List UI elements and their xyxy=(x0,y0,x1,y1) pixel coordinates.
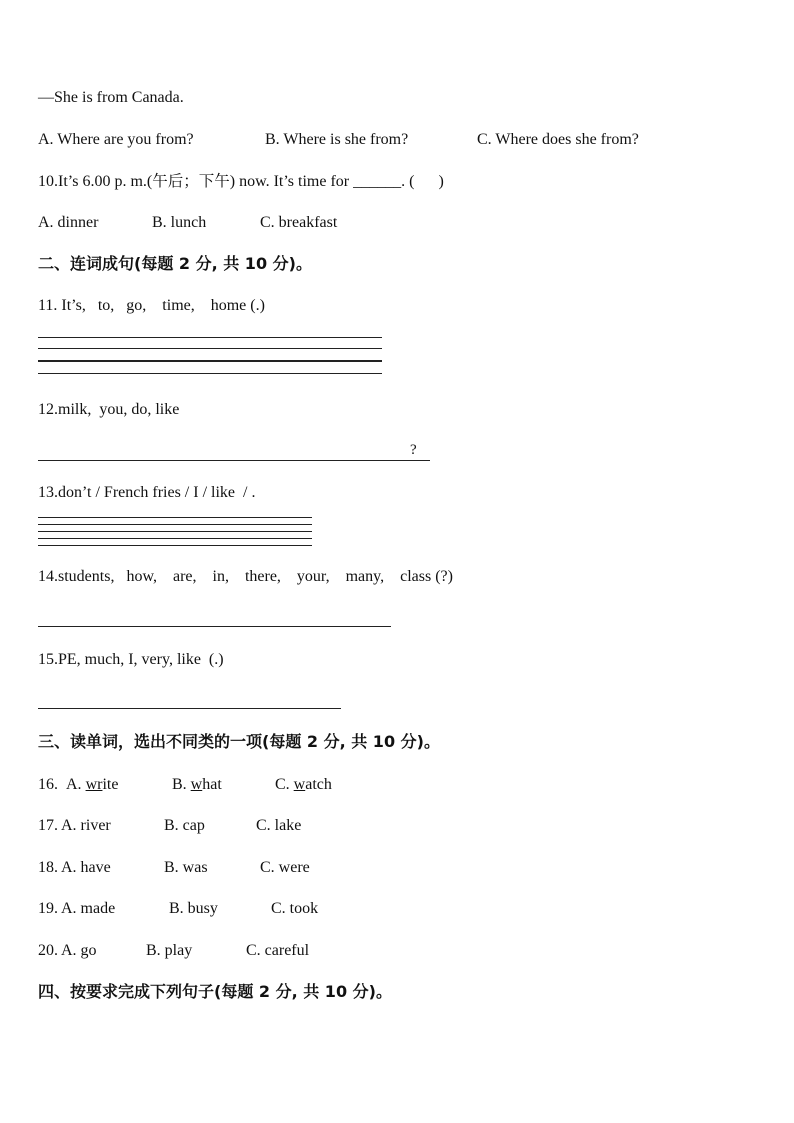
section4-heading: 四、按要求完成下列句子(每题 2 分, 共 10 分)。 xyxy=(38,982,392,1001)
q11-prompt: 11. It’s, to, go, time, home (.) xyxy=(38,297,265,314)
q19-number: 19. xyxy=(38,900,58,917)
section2-heading: 二、连词成句(每题 2 分, 共 10 分)。 xyxy=(38,254,312,273)
q10-stem-chinese: 午后；下午 xyxy=(152,172,230,190)
q16-option-a[interactable] xyxy=(66,775,118,795)
q10-stem xyxy=(38,171,444,192)
q10-stem-part-a: 10.It’s 6.00 p. m.( xyxy=(38,173,153,190)
q13-answer-line-4[interactable] xyxy=(38,538,312,539)
q17-number: 17. xyxy=(38,817,58,834)
q11-answer-line-2[interactable] xyxy=(38,348,382,349)
q16-option-b-letter: B. xyxy=(172,776,191,793)
q13-answer-line-3[interactable] xyxy=(38,531,312,532)
q16-option-b-rest: hat xyxy=(202,776,222,793)
q16-option-a-underlined: wr xyxy=(85,776,103,793)
q17-option-c[interactable]: C. lake xyxy=(256,817,302,834)
q12-question-mark: ? xyxy=(410,442,417,458)
q16-option-c-rest: atch xyxy=(305,776,332,793)
q13-prompt: 13.don’t / French fries / I / like / . xyxy=(38,484,256,501)
q14-answer-line[interactable] xyxy=(38,626,391,627)
q20-number: 20. xyxy=(38,942,58,959)
q10-option-a[interactable]: A. dinner xyxy=(38,214,99,231)
q16-option-a-rest: ite xyxy=(102,776,119,793)
q15-prompt: 15.PE, much, I, very, like (.) xyxy=(38,651,224,668)
q12-prompt: 12.milk, you, do, like xyxy=(38,401,180,418)
q13-answer-line-1[interactable] xyxy=(38,517,312,518)
q19-option-b[interactable]: B. busy xyxy=(169,900,218,917)
section3-heading: 三、读单词，选出不同类的一项(每题 2 分, 共 10 分)。 xyxy=(38,732,440,751)
q18-option-c[interactable]: C. were xyxy=(260,859,310,876)
q20-option-b[interactable]: B. play xyxy=(146,942,193,959)
q9-option-a[interactable]: A. Where are you from? xyxy=(38,131,194,148)
q18-number: 18. xyxy=(38,859,58,876)
q10-option-c[interactable]: C. breakfast xyxy=(260,214,338,231)
q10-option-b[interactable]: B. lunch xyxy=(152,214,207,231)
q17-option-a[interactable]: A. river xyxy=(61,817,111,834)
q18-option-b[interactable]: B. was xyxy=(164,859,208,876)
q20-option-c[interactable]: C. careful xyxy=(246,942,310,959)
q10-stem-part-b: ) now. It’s time for ______. ( ) xyxy=(229,173,444,190)
q15-answer-line[interactable] xyxy=(38,708,341,709)
q12-answer-line[interactable] xyxy=(38,460,430,461)
q16-option-b-underlined: w xyxy=(190,776,203,793)
q16-number: 16. xyxy=(38,776,58,793)
q19-option-c[interactable]: C. took xyxy=(271,900,319,917)
q16-option-c-underlined: w xyxy=(293,776,306,793)
q13-answer-line-2[interactable] xyxy=(38,524,312,525)
q11-answer-line-4[interactable] xyxy=(38,373,382,374)
q16-option-a-letter: A. xyxy=(66,776,86,793)
q9-option-b[interactable]: B. Where is she from? xyxy=(265,131,409,148)
q16-option-c-letter: C. xyxy=(275,776,294,793)
q20-option-a[interactable]: A. go xyxy=(61,942,97,959)
q17-option-b[interactable]: B. cap xyxy=(164,817,205,834)
q9-answer-line: —She is from Canada. xyxy=(38,89,184,106)
q14-prompt: 14.students, how, are, in, there, your, many, class (?) xyxy=(38,568,453,585)
q18-option-a[interactable]: A. have xyxy=(61,859,111,876)
q11-answer-line-3[interactable] xyxy=(38,360,382,362)
q11-answer-line-1[interactable] xyxy=(38,337,382,338)
q16-option-c[interactable] xyxy=(275,775,332,795)
q9-option-c[interactable]: C. Where does she from? xyxy=(477,131,639,148)
q16-option-b[interactable] xyxy=(172,775,222,795)
q19-option-a[interactable]: A. made xyxy=(61,900,116,917)
q13-answer-line-5[interactable] xyxy=(38,545,312,546)
